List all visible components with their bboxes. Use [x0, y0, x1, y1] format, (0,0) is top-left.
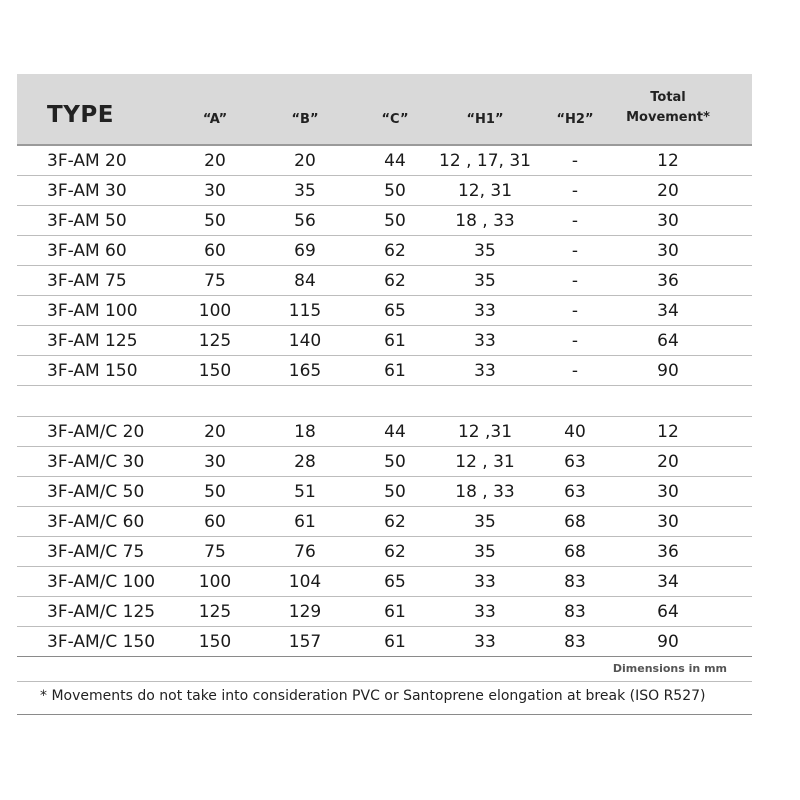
cell-h1: 33 [474, 301, 496, 321]
cell-h2: 83 [564, 602, 586, 622]
cell-type: 3F-AM/C 125 [47, 602, 156, 622]
table-row [17, 477, 752, 507]
cell-b: 165 [288, 361, 322, 381]
cell-a: 20 [204, 151, 226, 171]
cell-a: 50 [204, 482, 226, 502]
cell-h2: 40 [564, 422, 586, 442]
cell-b: 76 [294, 542, 316, 562]
cell-b: 35 [294, 181, 316, 201]
cell-c: 61 [384, 602, 406, 622]
cell-total: 30 [657, 512, 679, 532]
cell-type: 3F-AM 60 [47, 241, 127, 261]
table-row [17, 447, 752, 477]
cell-b: 157 [288, 632, 322, 652]
cell-b: 18 [294, 422, 316, 442]
cell-h2: 63 [564, 482, 586, 502]
cell-a: 30 [204, 452, 226, 472]
cell-c: 44 [384, 151, 406, 171]
cell-total: 36 [657, 542, 679, 562]
cell-total: 34 [657, 572, 679, 592]
cell-h1: 35 [474, 241, 496, 261]
cell-h1: 18 , 33 [455, 482, 515, 502]
cell-c: 62 [384, 271, 406, 291]
cell-total: 34 [657, 301, 679, 321]
cell-total: 30 [657, 211, 679, 231]
cell-h1: 33 [474, 331, 496, 351]
table-row [17, 296, 752, 326]
cell-c: 50 [384, 452, 406, 472]
cell-type: 3F-AM/C 75 [47, 542, 145, 562]
header-total-movement [626, 88, 710, 128]
cell-h1: 33 [474, 602, 496, 622]
cell-a: 125 [198, 602, 232, 622]
footnote: * Movements do not take into consideration PVC or Santoprene elongation at break (ISO R527) [40, 688, 706, 704]
cell-type: 3F-AM/C 150 [47, 632, 156, 652]
header-a: “A” [202, 112, 228, 127]
cell-h1: 35 [474, 512, 496, 532]
cell-b: 115 [288, 301, 322, 321]
table-row [17, 176, 752, 206]
dimensions-note-row [17, 657, 752, 682]
cell-type: 3F-AM 125 [47, 331, 138, 351]
cell-b: 20 [294, 151, 316, 171]
cell-total: 12 [657, 151, 679, 171]
cell-a: 50 [204, 211, 226, 231]
group-3f-am [17, 146, 752, 386]
cell-h2: - [571, 241, 579, 261]
footnote-row [17, 682, 752, 715]
cell-type: 3F-AM 20 [47, 151, 127, 171]
cell-c: 65 [384, 572, 406, 592]
cell-a: 60 [204, 512, 226, 532]
cell-a: 30 [204, 181, 226, 201]
cell-a: 20 [204, 422, 226, 442]
cell-h2: - [571, 151, 579, 171]
table-row [17, 206, 752, 236]
cell-c: 62 [384, 241, 406, 261]
table-row [17, 266, 752, 296]
cell-a: 150 [198, 361, 232, 381]
dimensions-note: Dimensions in mm [612, 662, 727, 675]
table-row [17, 146, 752, 176]
cell-c: 50 [384, 181, 406, 201]
cell-a: 150 [198, 632, 232, 652]
cell-h2: 68 [564, 542, 586, 562]
cell-a: 60 [204, 241, 226, 261]
cell-h2: 63 [564, 452, 586, 472]
cell-c: 44 [384, 422, 406, 442]
table-row [17, 537, 752, 567]
cell-a: 125 [198, 331, 232, 351]
cell-type: 3F-AM/C 30 [47, 452, 145, 472]
cell-total: 20 [657, 452, 679, 472]
cell-h2: - [571, 301, 579, 321]
cell-total: 90 [657, 361, 679, 381]
header-b: “B” [291, 112, 319, 127]
cell-h1: 12 , 31 [455, 452, 515, 472]
table-row [17, 417, 752, 447]
cell-h1: 12 ,31 [457, 422, 513, 442]
cell-a: 100 [198, 572, 232, 592]
table-row [17, 627, 752, 657]
cell-b: 56 [294, 211, 316, 231]
cell-total: 30 [657, 241, 679, 261]
cell-h1: 18 , 33 [455, 211, 515, 231]
cell-type: 3F-AM 30 [47, 181, 127, 201]
cell-type: 3F-AM 75 [47, 271, 127, 291]
cell-h1: 12 , 17, 31 [439, 151, 531, 171]
cell-total: 30 [657, 482, 679, 502]
cell-c: 50 [384, 482, 406, 502]
header-type: TYPE [47, 102, 114, 128]
cell-h2: - [571, 181, 579, 201]
cell-h1: 33 [474, 632, 496, 652]
group-separator [17, 386, 752, 417]
cell-b: 140 [288, 331, 322, 351]
cell-c: 62 [384, 542, 406, 562]
cell-a: 100 [198, 301, 232, 321]
cell-b: 104 [288, 572, 322, 592]
cell-a: 75 [204, 542, 226, 562]
cell-c: 61 [384, 632, 406, 652]
table-row [17, 507, 752, 537]
table-row [17, 356, 752, 386]
cell-h1: 35 [474, 542, 496, 562]
cell-total: 64 [657, 602, 679, 622]
cell-h1: 12, 31 [457, 181, 513, 201]
cell-h1: 33 [474, 361, 496, 381]
cell-b: 69 [294, 241, 316, 261]
cell-c: 65 [384, 301, 406, 321]
dimensions-table [17, 74, 752, 715]
cell-type: 3F-AM/C 100 [47, 572, 156, 592]
cell-b: 28 [294, 452, 316, 472]
cell-type: 3F-AM/C 50 [47, 482, 145, 502]
header-total-line1: Total [650, 90, 686, 105]
cell-h1: 35 [474, 271, 496, 291]
cell-b: 51 [294, 482, 316, 502]
cell-h2: 83 [564, 572, 586, 592]
cell-h2: - [571, 361, 579, 381]
cell-c: 61 [384, 361, 406, 381]
cell-total: 90 [657, 632, 679, 652]
header-total-line2: Movement* [626, 110, 710, 125]
cell-b: 129 [288, 602, 322, 622]
cell-type: 3F-AM 50 [47, 211, 127, 231]
cell-c: 62 [384, 512, 406, 532]
cell-h2: - [571, 211, 579, 231]
cell-type: 3F-AM/C 20 [47, 422, 145, 442]
cell-c: 61 [384, 331, 406, 351]
cell-type: 3F-AM 150 [47, 361, 138, 381]
cell-h1: 33 [474, 572, 496, 592]
header-h1: “H1” [466, 112, 504, 127]
cell-total: 12 [657, 422, 679, 442]
cell-c: 50 [384, 211, 406, 231]
cell-type: 3F-AM 100 [47, 301, 138, 321]
header-c: “C” [381, 112, 409, 127]
group-3f-am-c [17, 417, 752, 657]
cell-total: 64 [657, 331, 679, 351]
table-row [17, 567, 752, 597]
cell-total: 20 [657, 181, 679, 201]
header-h2: “H2” [556, 112, 594, 127]
table-header [17, 74, 752, 146]
cell-h2: - [571, 331, 579, 351]
cell-type: 3F-AM/C 60 [47, 512, 145, 532]
cell-a: 75 [204, 271, 226, 291]
cell-h2: 68 [564, 512, 586, 532]
cell-total: 36 [657, 271, 679, 291]
table-row [17, 236, 752, 266]
table-row [17, 597, 752, 627]
table-row [17, 326, 752, 356]
cell-h2: 83 [564, 632, 586, 652]
cell-b: 61 [294, 512, 316, 532]
cell-b: 84 [294, 271, 316, 291]
cell-h2: - [571, 271, 579, 291]
